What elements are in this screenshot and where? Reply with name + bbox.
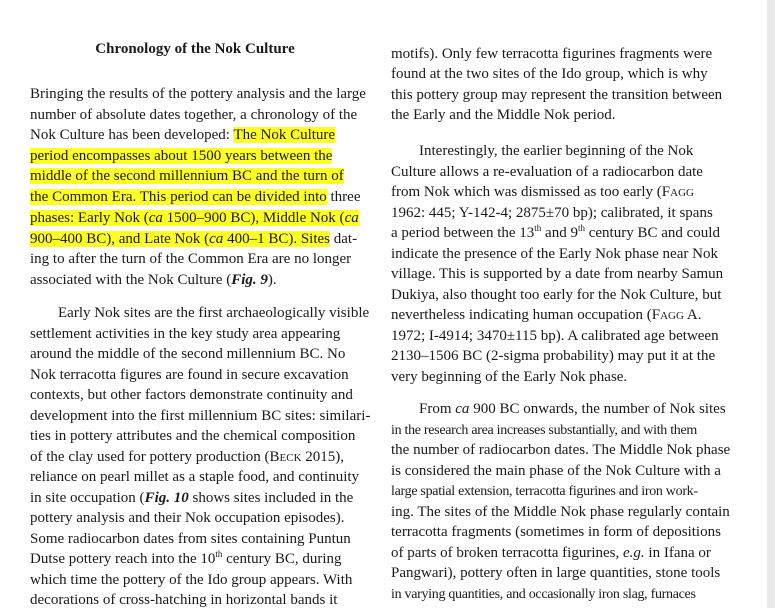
text-run: development into the first millennium BC sites: similari- [30,408,371,424]
text-run: phases: Early Nok ( [30,210,149,226]
highlighted-text: middle of the second millennium BC and the turn of [30,168,344,184]
text-line [30,105,357,126]
text-run: associated with the Nok Culture ( [30,272,232,288]
text-run: is considered the main phase of the Nok Culture with a [391,463,721,479]
text-run: very beginning of the Early Nok phase. [391,369,628,385]
highlighted-text: The Nok Culture [233,127,336,143]
text-run: 2015), [301,449,345,465]
section-title: Chronology of the Nok Culture [95,41,295,57]
text-line [391,64,708,85]
text-line [391,440,730,461]
text-line [419,399,726,420]
text-run: the number of radiocarbon dates. The Middle Nok phase [391,442,731,458]
text-line [30,447,344,468]
text-line [30,365,349,386]
text-line [391,420,697,441]
text-line [391,543,711,564]
text-line [391,223,720,244]
text-line [391,244,718,265]
text-line [30,488,353,509]
text-run: motifs). Only few terracotta figurines fragments were [391,46,713,62]
text-run: Dukiya, also thought too early for the Nok Culture, but [391,287,722,303]
text-line [30,249,351,270]
text-run: Bringing the results of the pottery analysis and the large [30,86,366,102]
text-run: Some radiocarbon dates from sites containing Puntun [30,531,351,547]
text-run: Nok terracotta figures are found in secure excavation [30,367,349,383]
text-run: number of absolute dates together, a chronology of the [30,107,358,123]
text-line [30,166,344,187]
text-run: decorations of cross-hatching in horizontal bands it [30,592,338,608]
text-line [30,508,345,529]
text-run: in varying quantities, and occasionally iron slag, furnaces [391,587,696,602]
text-line [30,570,352,591]
text-run: shows sites included in the [188,490,354,506]
text-line [58,303,369,324]
text-line [391,346,715,367]
text-line [30,467,359,488]
text-run: a period between the 13 [391,225,535,241]
text-line [30,84,366,105]
text-run: Early Nok sites are the first archaeologically visible [58,305,370,321]
text-run: 1972; I-4914; 3470±115 bp). A calibrated age between [391,328,719,344]
text-run: 2130–1506 BC (2-sigma probability) may put it at the [391,348,716,364]
text-line [30,426,355,447]
text-line [30,406,370,427]
text-run: this pottery group may represent the transition between [391,87,723,103]
text-run: Nok Culture has been developed: [30,127,234,143]
highlighted-text [30,210,359,226]
author-citation: Fagg [651,307,684,323]
text-run: century BC, during [222,551,342,567]
text-line [391,367,627,388]
text-line [30,187,360,208]
text-run: in site occupation ( [30,490,145,506]
text-run: of the clay used for pottery production ( [30,449,270,465]
highlighted-text [30,231,330,247]
text-line [30,208,359,229]
text-run: and 9 [541,225,578,241]
author-citation: Fagg [661,184,694,200]
text-run: in Ifana or [644,545,711,561]
text-run: Pangwari), pottery often in large quantities, stone tools [391,565,721,581]
text-run: ). [267,272,277,288]
text-run: A. [683,307,702,323]
text-line [391,563,720,584]
text-run: which time the pottery of the Ido group appears. With [30,572,353,588]
text-run: 900 BC onwards, the number of Nok sites [469,401,726,417]
text-run: century BC and could [584,225,720,241]
text-line [30,344,345,365]
text-line [419,141,693,162]
text-line [391,305,701,326]
text-line [30,229,357,250]
text-run: contexts, but other factors demonstrate continuity and [30,387,353,403]
text-run: dat- [330,231,358,247]
text-run: 1500–900 BC), Middle Nok ( [162,210,345,226]
text-line [391,182,694,203]
text-line [391,481,698,502]
text-run: from Nok which was dismissed as too early ( [391,184,662,200]
highlighted-text: period encompasses about 1500 years between the [30,148,333,164]
text-run: Interestingly, the earlier beginning of the Nok [419,143,694,159]
text-run: settlement activities in the key study area appearing [30,326,341,342]
text-line [391,203,713,224]
text-run: 1962: 445; Y-142-4; 2875±70 bp); calibrated, it spans [391,205,713,221]
text-run: Culture allows a re-evaluation of a radiocarbon date [391,164,703,180]
text-run: around the middle of the second millennium BC. No [30,346,346,362]
text-line [30,146,332,167]
text-run: village. This is supported by a date from nearby Samun [391,266,724,282]
highlighted-text: the Common Era. This period can be divided into [30,189,327,205]
text-line [391,502,730,523]
page-edge-shadow [767,0,775,608]
superscript: th [534,223,542,233]
superscript: th [577,223,585,233]
figure-reference: Fig. 10 [144,490,189,506]
text-line [30,270,277,291]
text-line [391,285,721,306]
text-run: the Early and the Middle Nok period. [391,107,616,123]
text-run: From [419,401,456,417]
text-run: of parts of broken terracotta figurines, [391,545,623,561]
text-line [30,385,353,406]
text-run: ing to after the turn of the Common Era are no longer [30,251,352,267]
text-line [391,326,719,347]
text-line [30,549,342,570]
text-run: large spatial extension, terracotta figurines and iron work- [391,484,698,499]
text-run: ca [148,210,163,226]
text-line [391,264,723,285]
text-run: terracotta fragments (sometimes in form of depositions [391,524,721,540]
text-run: in the research area increases substantially, and with them [391,423,697,438]
text-run: ties in pottery attributes and the chemical composition [30,428,356,444]
text-run: nevertheless indicating human occupation ( [391,307,652,323]
text-run: ca [209,231,224,247]
text-run: pottery analysis and their Nok occupation episodes). [30,510,345,526]
text-run: 900–400 BC), and Late Nok ( [30,231,210,247]
text-line [391,85,722,106]
text-line [391,44,712,65]
text-line [391,522,721,543]
superscript: th [215,549,223,559]
figure-reference: Fig. 9 [231,272,268,288]
text-line [30,324,340,345]
author-citation: Beck [269,449,302,465]
text-run: three [326,189,361,205]
text-run: ing. The sites of the Middle Nok phase regularly contain [391,504,730,520]
text-run: 400–1 BC). Sites [223,231,330,247]
text-line [391,461,721,482]
text-run: Dutse pottery reach into the 10 [30,551,216,567]
text-line [391,105,616,126]
text-run: found at the two sites of the Ido group, which is why [391,66,708,82]
text-line [391,584,696,605]
text-line [391,162,703,183]
text-line [30,529,351,550]
text-run: e.g. [623,545,645,561]
text-run: ca [344,210,359,226]
text-line [30,125,335,146]
text-run: ca [455,401,470,417]
text-run: indicate the presence of the Early Nok phase near Nok [391,246,718,262]
text-run: reliance on pearl millet as a staple food, and continuity [30,469,360,485]
